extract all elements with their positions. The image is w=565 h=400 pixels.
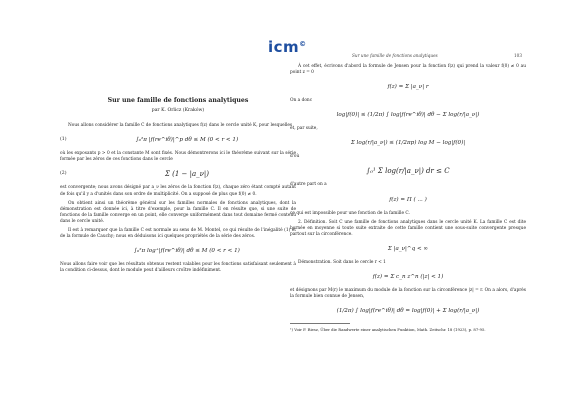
paragraph: Nous allons faire voir que les résultats obtenus restent valables pour les fonctions satisfaisant seulement à la condition ci-dessus, dont le module peut d'ailleurs croître indéfiniment. — [60, 262, 296, 274]
equation: (1/2π) ∫ log|f(re^iθ)| dθ = log|f(0)| + Σ log(r/|a_ν|) — [336, 308, 480, 315]
equation: f(z) = Σ |a_ν| r — [387, 84, 429, 91]
paper-title: Sur une famille de fonctions analytiques — [107, 97, 249, 104]
paragraph: 2. Définition. Soit C une famille de fonctions analytiques dans le cercle unité K. La famille C est dite bornée en moyenne si toute suite extraite de cette famille contient une sous-suite convergente presque partout sur la circonférence. — [290, 219, 526, 237]
publisher-logo: icm© — [268, 38, 307, 56]
equation-2: (2) Σ (1 − |a_ν|) — [60, 170, 210, 179]
paragraph: et, par suite, — [290, 126, 318, 132]
paragraph: On a donc — [290, 98, 313, 104]
paragraph: Il est à remarquer que la famille C est normale au sens de M. Montel, ce qui résulte de l'inégalité (1) et de la formule de Cauchy; nous en déduisons ici quelques propriétés de la série des zéros. — [60, 228, 296, 240]
equation: log|f(0)| ≤ (1/2π) ∫ log|f(re^iθ)| dθ − Σ log(r/|a_ν|) — [336, 112, 480, 119]
paragraph: Démonstration. Soit dans le cercle r < 1 — [298, 259, 386, 265]
paragraph: et désignons par M(r) le maximum du module de la fonction sur la circonférence |z| = r. On a alors, d'après la formule bien connue de Jensen, — [290, 288, 526, 300]
page-number: 103 — [514, 53, 522, 58]
paragraph: On obtient ainsi un théorème général sur les familles normales de fonctions analytiques, dont la démonstration est donnée ici, à titre d'exemple, pour la famille C. Il en résulte que, si une suite de fonctions de la famille converge en un point, elle converge uniformément dans tout domaine fermé contenu dans le cercle unité. — [60, 200, 296, 224]
equation-3: ∫₀²π log⁺|f(re^iθ)| dθ ≤ M (0 < r < 1) — [134, 248, 240, 255]
equation: f(z) = Σ c_n z^n (|z| < 1) — [372, 273, 444, 280]
left-page — [60, 60, 296, 277]
running-header: Sur une famille de fonctions analytiques 103 — [352, 53, 522, 58]
paragraph: d'autre part on a — [290, 182, 327, 188]
paragraph: ce qui est impossible pour une fonction de la famille C. — [290, 210, 410, 216]
paragraph: d'où — [290, 154, 300, 160]
equation: Σ log(r/|a_ν|) ≤ (1/2πp) log M − log|f(0)| — [350, 140, 466, 147]
paragraph: À cet effet, écrivons d'abord la formule de Jensen pour la fonction f(z) qui prend la valeur f(0) ≠ 0 au point z = 0 — [290, 64, 526, 76]
right-page — [290, 64, 526, 332]
footnote: ¹) Voir F. Riesz, Über die Randwerte einer analytischen Funktion, Math. Zeitschr. 18 (1923), p. 87-95. — [290, 327, 486, 333]
paragraph: est convergente; nous avons désigné par a_ν les zéros de la fonction f(z), chaque zéro étant compté autant de fois qu'il y a d'unités dans son ordre de multiplicité. On a supposé de plus que f(0) ≠ 0. — [60, 185, 296, 197]
equation: ∫₀¹ Σ log(r/|a_ν|) dr ≤ C — [366, 167, 450, 176]
equation: Σ |a_ν|^q < ∞ — [387, 245, 429, 252]
paragraph: Nous allons considérer la famille C de fonctions analytiques f(z) dans le cercle unité K, pour lesquelles — [68, 123, 293, 129]
equation-1: (1) ∫₀²π |f(re^iθ)|^p dθ ≤ M (0 < r < 1) — [60, 137, 239, 144]
author-line: par K. Orlicz (Kraków) — [151, 108, 205, 114]
equation: f(z) = Π ( ... ) — [389, 196, 427, 203]
paragraph: où les exposants p > 0 et la constante M sont fixés. Nous démontrerons ici le théorème suivant sur la série formée par les zéros de ces fonctions dans le cercle — [60, 151, 296, 163]
